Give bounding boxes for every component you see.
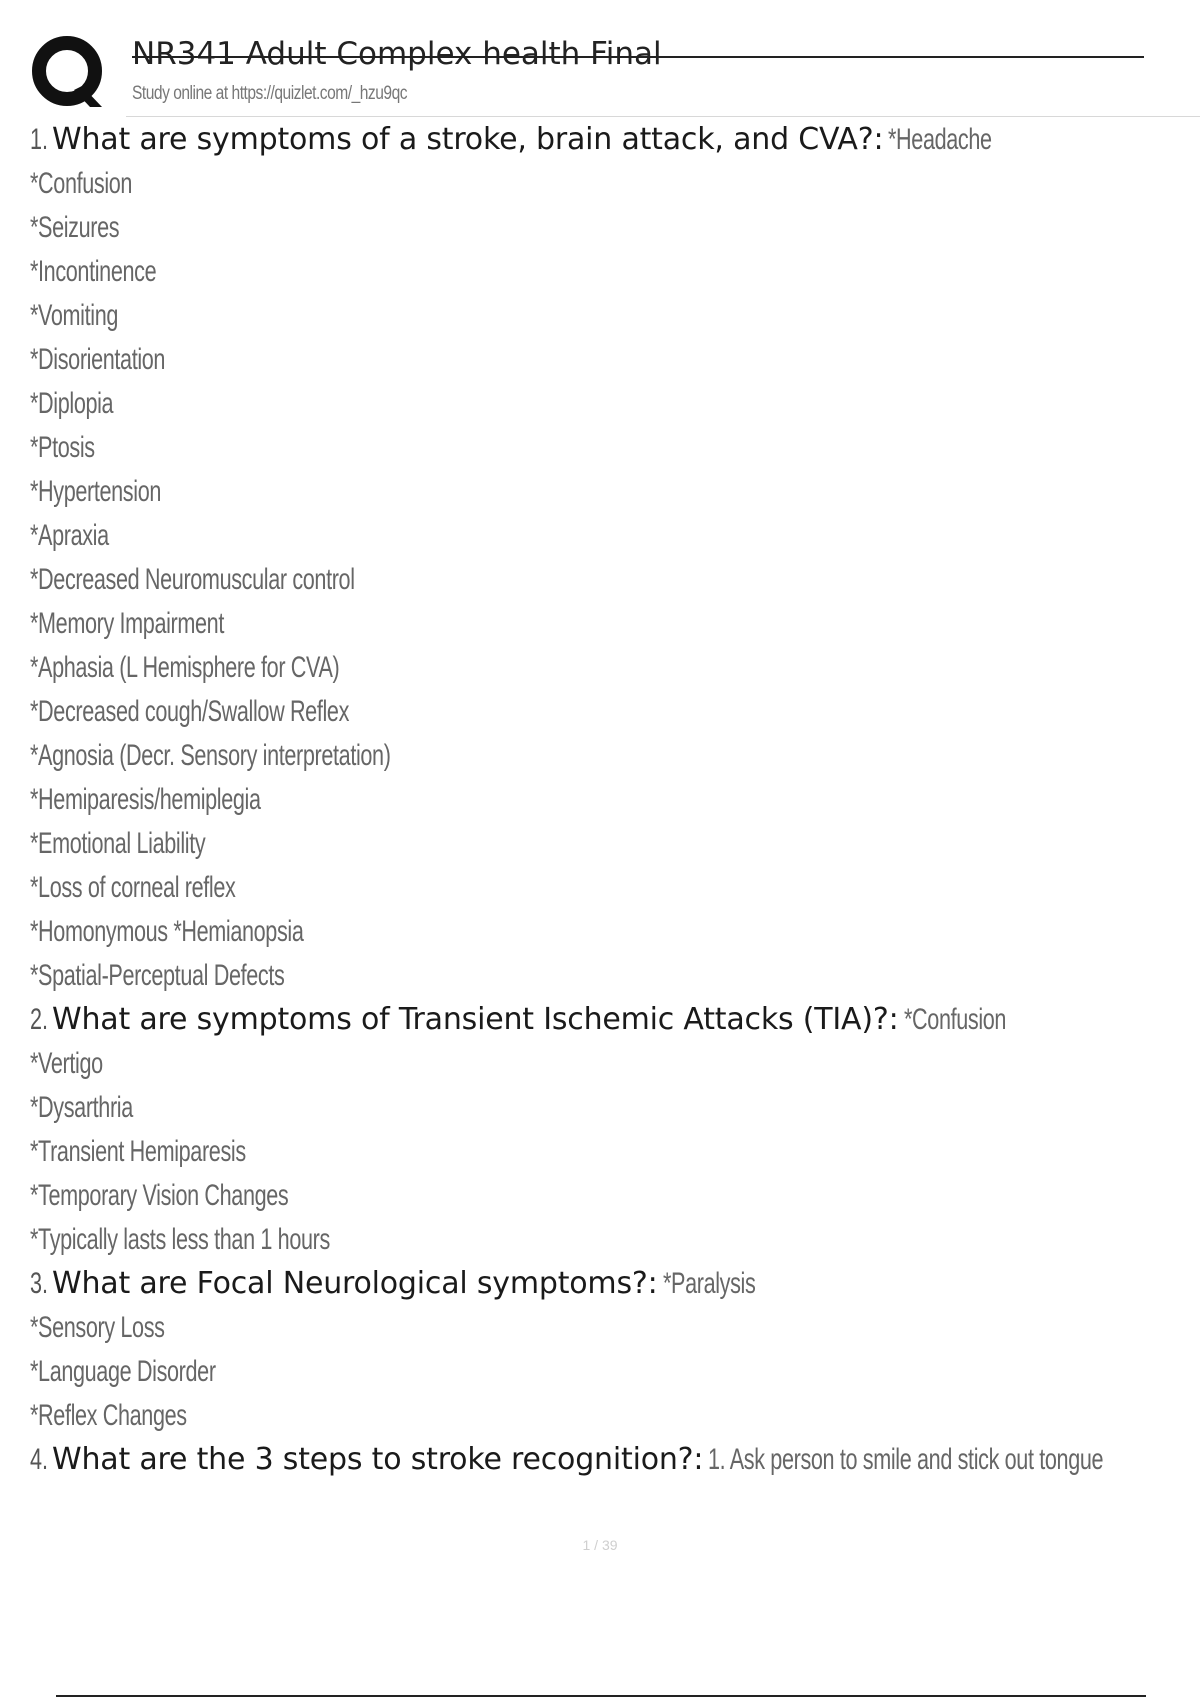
- answer-text: *Confusion: [30, 167, 133, 200]
- question-line: [30, 118, 1180, 162]
- answer-text: *Disorientation: [30, 343, 166, 376]
- answer-text: *Transient Hemiparesis: [30, 1135, 246, 1168]
- study-online-link[interactable]: Study online at https://quizlet.com/_hzu9qc: [132, 83, 408, 104]
- answer-line: [30, 206, 1180, 250]
- answer-text: *Headache: [888, 123, 993, 156]
- quizlet-logo-icon: [30, 34, 110, 114]
- question-line: [30, 1438, 1180, 1482]
- answer-line: [30, 602, 1180, 646]
- answer-line: [30, 1086, 1180, 1130]
- answer-text: *Decreased Neuromuscular control: [30, 563, 355, 596]
- question-text: What are symptoms of a stroke, brain attack, and CVA?:: [52, 122, 884, 157]
- answer-line: [30, 294, 1180, 338]
- answer-text: *Homonymous *Hemianopsia: [30, 915, 304, 948]
- answer-text: 1. Ask person to smile and stick out tongue: [708, 1443, 1104, 1476]
- header-divider: [126, 116, 1200, 117]
- answer-text: *Dysarthria: [30, 1091, 133, 1124]
- answer-text: *Spatial-Perceptual Defects: [30, 959, 285, 992]
- question-number: 1.: [30, 123, 49, 156]
- answer-line: [30, 822, 1180, 866]
- document-header: [0, 0, 1200, 118]
- answer-line: [30, 1042, 1180, 1086]
- answer-text: *Paralysis: [662, 1267, 756, 1300]
- question-text: What are the 3 steps to stroke recognition?:: [52, 1442, 704, 1477]
- answer-line: [30, 1306, 1180, 1350]
- answer-line: [30, 734, 1180, 778]
- answer-line: [30, 1218, 1180, 1262]
- document-title: NR341 Adult Complex health Final: [132, 36, 662, 72]
- answer-text: *Apraxia: [30, 519, 109, 552]
- question-number: 3.: [30, 1267, 49, 1300]
- answer-text: *Agnosia (Decr. Sensory interpretation): [30, 739, 391, 772]
- question-text: What are symptoms of Transient Ischemic Attacks (TIA)?:: [52, 1002, 899, 1037]
- answer-text: *Hemiparesis/hemiplegia: [30, 783, 261, 816]
- answer-text: *Vertigo: [30, 1047, 103, 1080]
- answer-text: *Loss of corneal reflex: [30, 871, 236, 904]
- question-number: 2.: [30, 1003, 49, 1036]
- answer-line: [30, 162, 1180, 206]
- answer-text: *Diplopia: [30, 387, 114, 420]
- answer-text: *Aphasia (L Hemisphere for CVA): [30, 651, 340, 684]
- answer-line: [30, 338, 1180, 382]
- answer-text: *Emotional Liability: [30, 827, 206, 860]
- answer-text: *Decreased cough/Swallow Reflex: [30, 695, 350, 728]
- flashcard-list: [30, 118, 1180, 1482]
- answer-text: *Language Disorder: [30, 1355, 216, 1388]
- answer-text: *Vomiting: [30, 299, 119, 332]
- answer-text: *Memory Impairment: [30, 607, 224, 640]
- answer-text: *Incontinence: [30, 255, 157, 288]
- answer-text: *Reflex Changes: [30, 1399, 187, 1432]
- answer-text: *Seizures: [30, 211, 120, 244]
- answer-line: [30, 690, 1180, 734]
- answer-line: [30, 1394, 1180, 1438]
- answer-line: [30, 470, 1180, 514]
- answer-text: *Sensory Loss: [30, 1311, 165, 1344]
- answer-text: *Typically lasts less than 1 hours: [30, 1223, 330, 1256]
- answer-line: [30, 426, 1180, 470]
- answer-text: *Confusion: [903, 1003, 1006, 1036]
- answer-line: [30, 866, 1180, 910]
- question-number: 4.: [30, 1443, 49, 1476]
- answer-line: [30, 558, 1180, 602]
- answer-line: [30, 250, 1180, 294]
- answer-line: [30, 1350, 1180, 1394]
- answer-line: [30, 514, 1180, 558]
- answer-line: [30, 1130, 1180, 1174]
- title-strike-line: [132, 56, 1144, 58]
- answer-line: [30, 778, 1180, 822]
- page-number: 1 / 39: [582, 1537, 618, 1553]
- footer-divider: [56, 1695, 1146, 1697]
- question-text: What are Focal Neurological symptoms?:: [52, 1266, 658, 1301]
- answer-text: *Ptosis: [30, 431, 95, 464]
- answer-text: *Temporary Vision Changes: [30, 1179, 289, 1212]
- question-line: [30, 998, 1180, 1042]
- answer-line: [30, 382, 1180, 426]
- question-line: [30, 1262, 1180, 1306]
- answer-line: [30, 910, 1180, 954]
- answer-line: [30, 646, 1180, 690]
- answer-text: *Hypertension: [30, 475, 161, 508]
- answer-line: [30, 954, 1180, 998]
- answer-line: [30, 1174, 1180, 1218]
